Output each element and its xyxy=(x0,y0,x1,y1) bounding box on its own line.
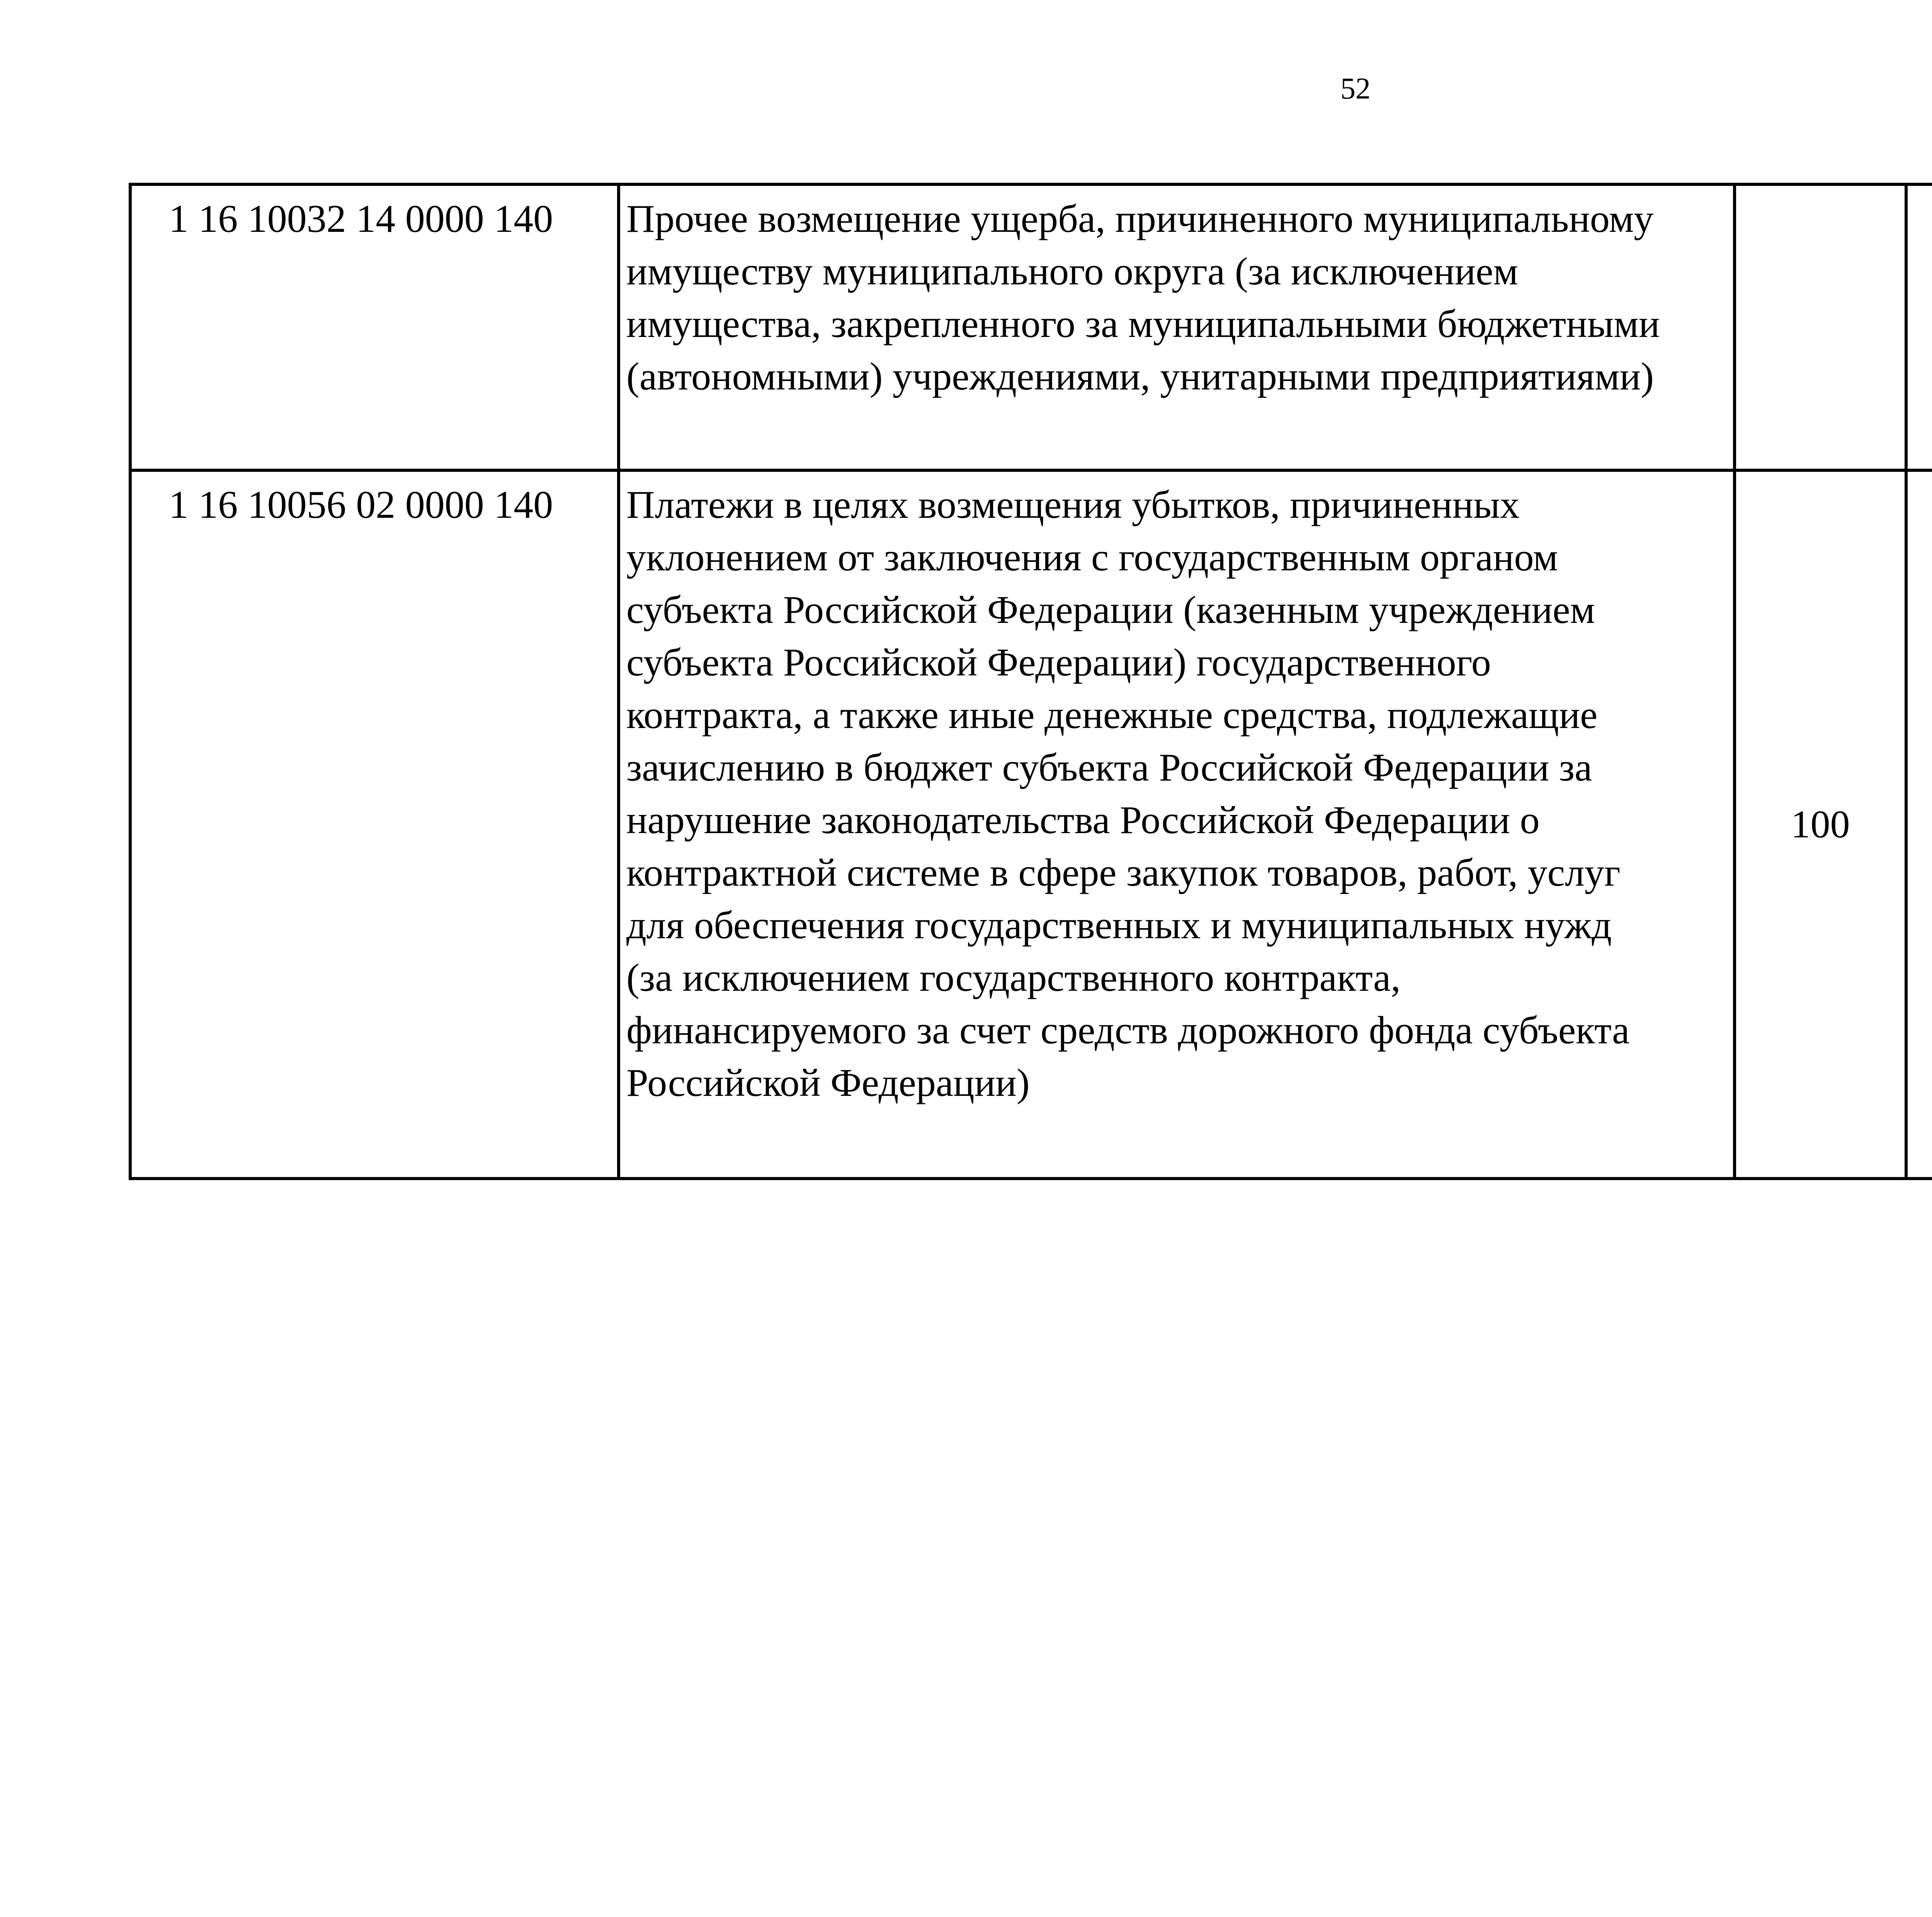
description-line: (за исключением государственного контракта, xyxy=(626,956,1401,1000)
value-cell: 100 xyxy=(1735,470,1906,1179)
revenue-code-cell: 1 16 10032 14 0000 140 xyxy=(130,184,619,470)
description-line: имуществу муниципального округа (за исключением xyxy=(626,250,1518,293)
description-line: контракта, а также иные денежные средства, подлежащие xyxy=(626,693,1598,737)
description-cell xyxy=(619,470,1735,1179)
budget-revenue-table xyxy=(129,183,1932,1180)
description-line: имущества, закрепленного за муниципальными бюджетными xyxy=(626,302,1660,346)
description-line: Российской Федерации) xyxy=(626,1061,1030,1105)
table-row xyxy=(130,184,1932,470)
description-line: финансируемого за счет средств дорожного фонда субъекта xyxy=(626,1009,1630,1052)
description-line: для обеспечения государственных и муниципальных нужд xyxy=(626,903,1612,947)
description-line: нарушение законодательства Российской Федерации о xyxy=(626,798,1540,842)
value-cell xyxy=(1906,470,1932,1179)
revenue-code-cell: 1 16 10056 02 0000 140 xyxy=(130,470,619,1179)
table-row xyxy=(130,470,1932,1179)
description-line: контрактной системе в сфере закупок товаров, работ, услуг xyxy=(626,851,1621,895)
description-line: Прочее возмещение ущерба, причиненного муниципальному xyxy=(626,197,1654,241)
description-line: уклонением от заключения с государственным органом xyxy=(626,536,1558,579)
description-line: Платежи в целях возмещения убытков, причиненных xyxy=(626,483,1520,527)
page-number: 52 xyxy=(1340,71,1371,105)
value-cell xyxy=(1906,184,1932,470)
description-cell xyxy=(619,184,1735,470)
description-line: субъекта Российской Федерации) государственного xyxy=(626,641,1491,684)
description-line: (автономными) учреждениями, унитарными предприятиями) xyxy=(626,355,1654,398)
description-line: зачислению в бюджет субъекта Российской Федерации за xyxy=(626,746,1592,789)
value-cell xyxy=(1735,184,1906,470)
description-line: субъекта Российской Федерации (казенным учреждением xyxy=(626,588,1595,632)
